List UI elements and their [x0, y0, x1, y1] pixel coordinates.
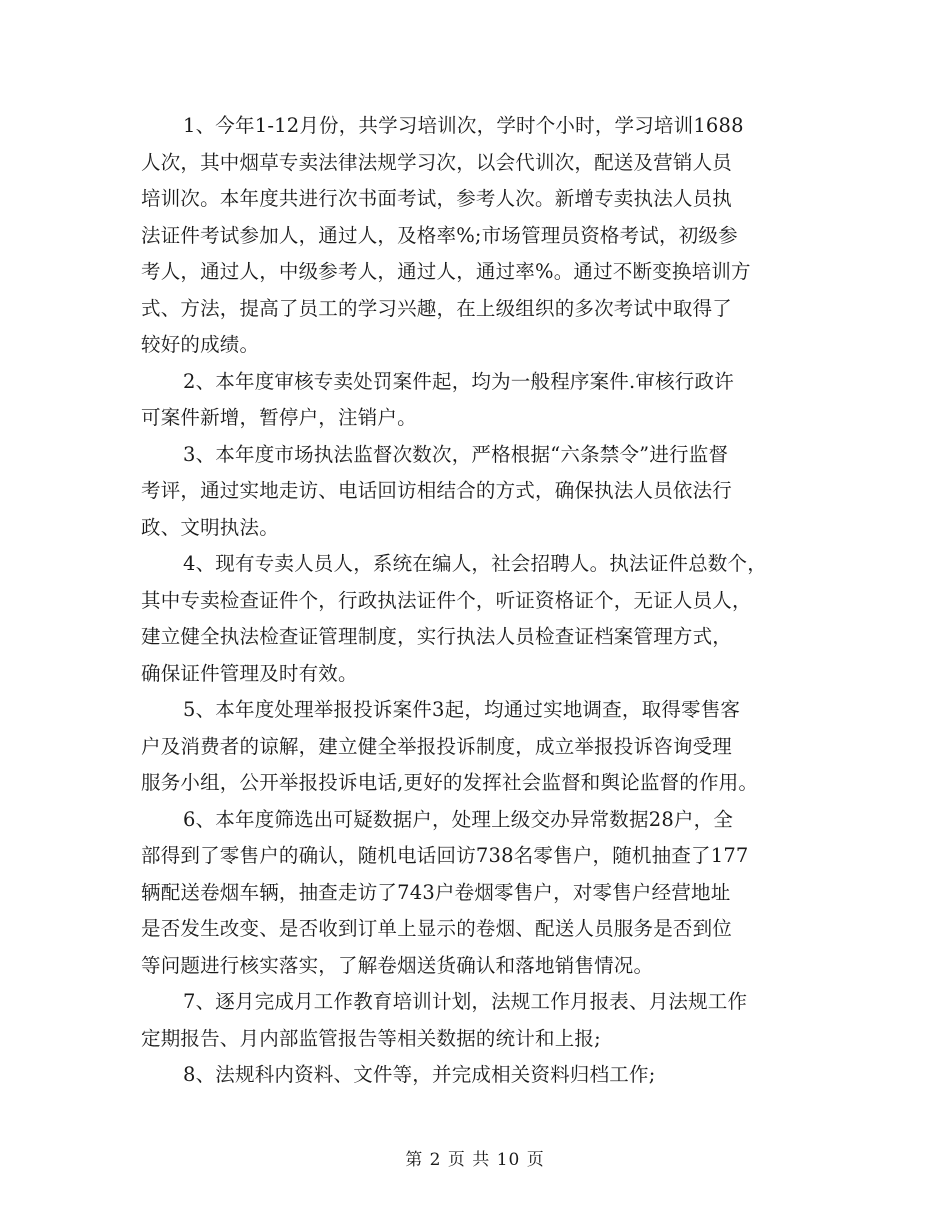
text-line: 服务小组，公开举报投诉电话,更好的发挥社会监督和舆论监督的作用。 — [141, 771, 759, 794]
text-line: 式、方法，提高了员工的学习兴趣，在上级组织的多次考试中取得了 — [141, 296, 733, 320]
text-line: 5、本年度处理举报投诉案件3起，均通过实地调查，取得零售客 — [183, 698, 741, 721]
text-line: 考人，通过人，中级参考人，通过人，通过率%。通过不断变换培训方 — [141, 260, 751, 283]
text-line: 法证件考试参加人，通过人，及格率%;市场管理员资格考试，初级参 — [141, 223, 738, 247]
paragraph-2 — [141, 364, 821, 437]
text-line: 3、本年度市场执法监督次数次，严格根据“六条禁令”进行监督 — [183, 442, 729, 466]
text-line: 是否发生改变、是否收到订单上显示的卷烟、配送人员服务是否到位 — [141, 917, 733, 940]
text-line: 建立健全执法检查证管理制度，实行执法人员检查证档案管理方式， — [141, 625, 733, 648]
text-line: 其中专卖检查证件个，行政执法证件个，听证资格证个，无证人员人， — [141, 588, 752, 612]
text-line: 人次，其中烟草专卖法律法规学习次，以会代训次，配送及营销人员 — [141, 150, 733, 174]
text-line: 2、本年度审核专卖处罚案件起，均为一般程序案件.审核行政许 — [183, 369, 734, 393]
paragraph-8 — [141, 1057, 821, 1094]
text-line: 确保证件管理及时有效。 — [141, 661, 358, 685]
page-footer: 第 2 页 共 10 页 — [405, 1150, 545, 1170]
text-line: 定期报告、月内部监管报告等相关数据的统计和上报; — [141, 1026, 601, 1050]
text-line: 4、现有专卖人员人，系统在编人，社会招聘人。执法证件总数个， — [183, 552, 767, 575]
text-line: 8、法规科内资料、文件等，并完成相关资料归档工作; — [183, 1063, 656, 1086]
text-line: 户及消费者的谅解，建立健全举报投诉制度，成立举报投诉咨询受理 — [141, 734, 733, 758]
text-line: 考评，通过实地走访、电话回访相结合的方式，确保执法人员依法行 — [141, 479, 733, 502]
text-line: 培训次。本年度共进行次书面考试，参考人次。新增专卖执法人员执 — [141, 187, 733, 210]
text-line: 辆配送卷烟车辆，抽查走访了743户卷烟零售户，对零售户经营地址 — [141, 880, 731, 904]
text-line: 可案件新增，暂停户，注销户。 — [141, 406, 417, 429]
paragraph-7 — [141, 984, 821, 1057]
document-body — [141, 108, 821, 1094]
text-line: 部得到了零售户的确认，随机电话回访738名零售户，随机抽查了177 — [141, 844, 749, 867]
text-line: 政、文明执法。 — [141, 515, 279, 539]
text-line: 1、今年1-12月份，共学习培训次，学时个小时，学习培训1688 — [183, 114, 744, 137]
text-line: 6、本年度筛选出可疑数据户，处理上级交办异常数据28户，全 — [183, 807, 734, 831]
paragraph-6 — [141, 802, 821, 985]
text-line: 等问题进行核实落实，了解卷烟送货确认和落地销售情况。 — [141, 953, 654, 977]
paragraph-4 — [141, 546, 821, 692]
paragraph-3 — [141, 437, 821, 547]
paragraph-5 — [141, 692, 821, 802]
text-line: 较好的成绩。 — [141, 333, 260, 356]
paragraph-1 — [141, 108, 821, 364]
text-line: 7、逐月完成月工作教育培训计划，法规工作月报表、月法规工作 — [183, 990, 748, 1013]
